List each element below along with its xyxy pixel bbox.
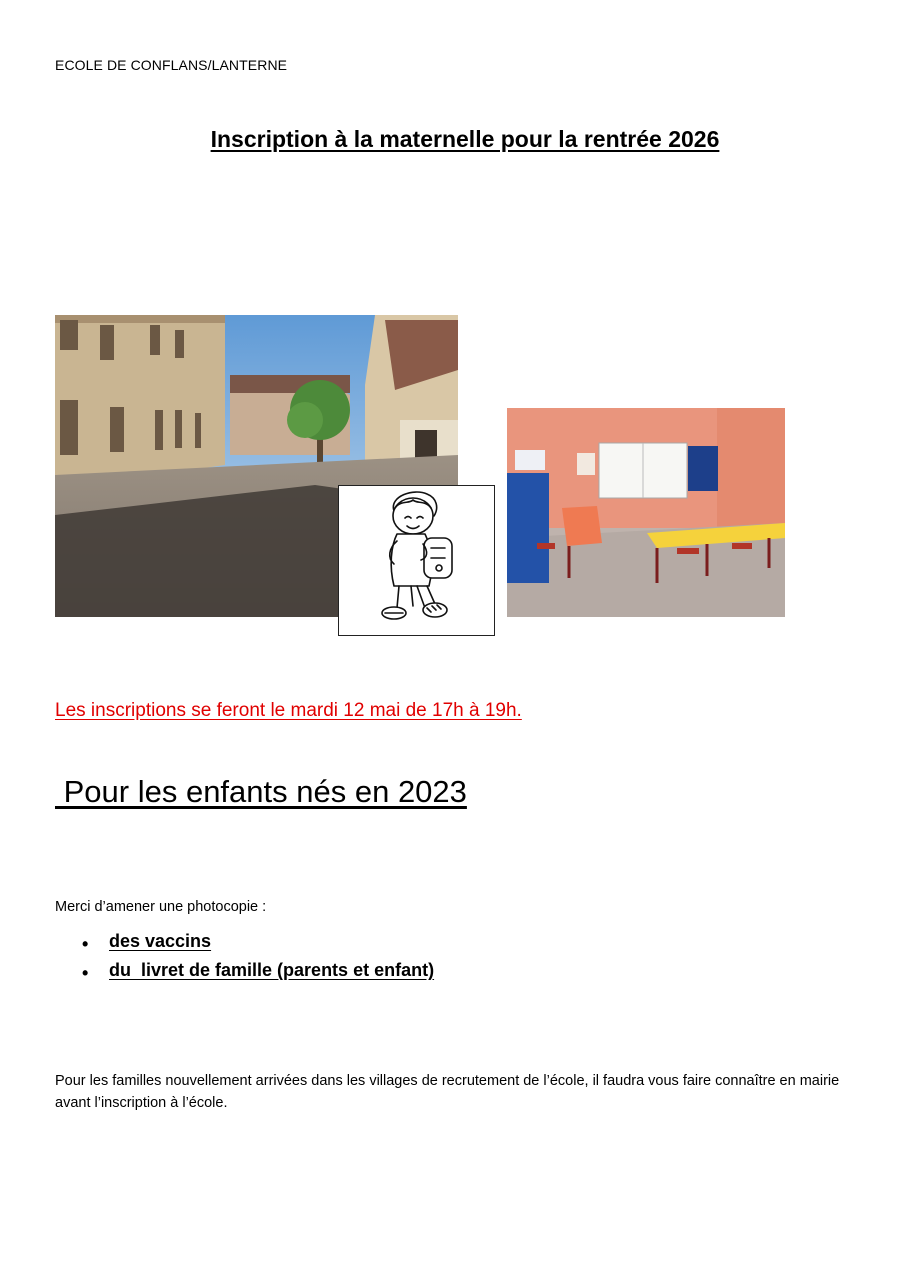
- classroom-photo: [507, 408, 785, 617]
- school-name: ECOLE DE CONFLANS/LANTERNE: [55, 57, 288, 73]
- document-family-booklet: du livret de famille (parents et enfant): [109, 960, 435, 980]
- document-vaccines: des vaccins: [109, 931, 212, 951]
- page-title: Inscription à la maternelle pour la rentrée 2026: [210, 126, 720, 152]
- new-families-note: Pour les familles nouvellement arrivées dans les villages de recrutement de l’école, il faudra vous faire connaître en mairie avant l’inscription à l’école.: [55, 1073, 840, 1111]
- list-item: [55, 931, 434, 960]
- bullet-icon: •: [82, 963, 89, 983]
- documents-intro: Merci d’amener une photocopie :: [55, 899, 267, 915]
- registration-dates: Les inscriptions se feront le mardi 12 mai de 17h à 19h.: [55, 700, 522, 721]
- list-item: [55, 960, 434, 989]
- bullet-icon: •: [82, 934, 89, 954]
- child-with-backpack-clipart: [338, 485, 495, 636]
- documents-list: [55, 931, 434, 989]
- children-birth-year: Pour les enfants nés en 2023: [55, 774, 467, 809]
